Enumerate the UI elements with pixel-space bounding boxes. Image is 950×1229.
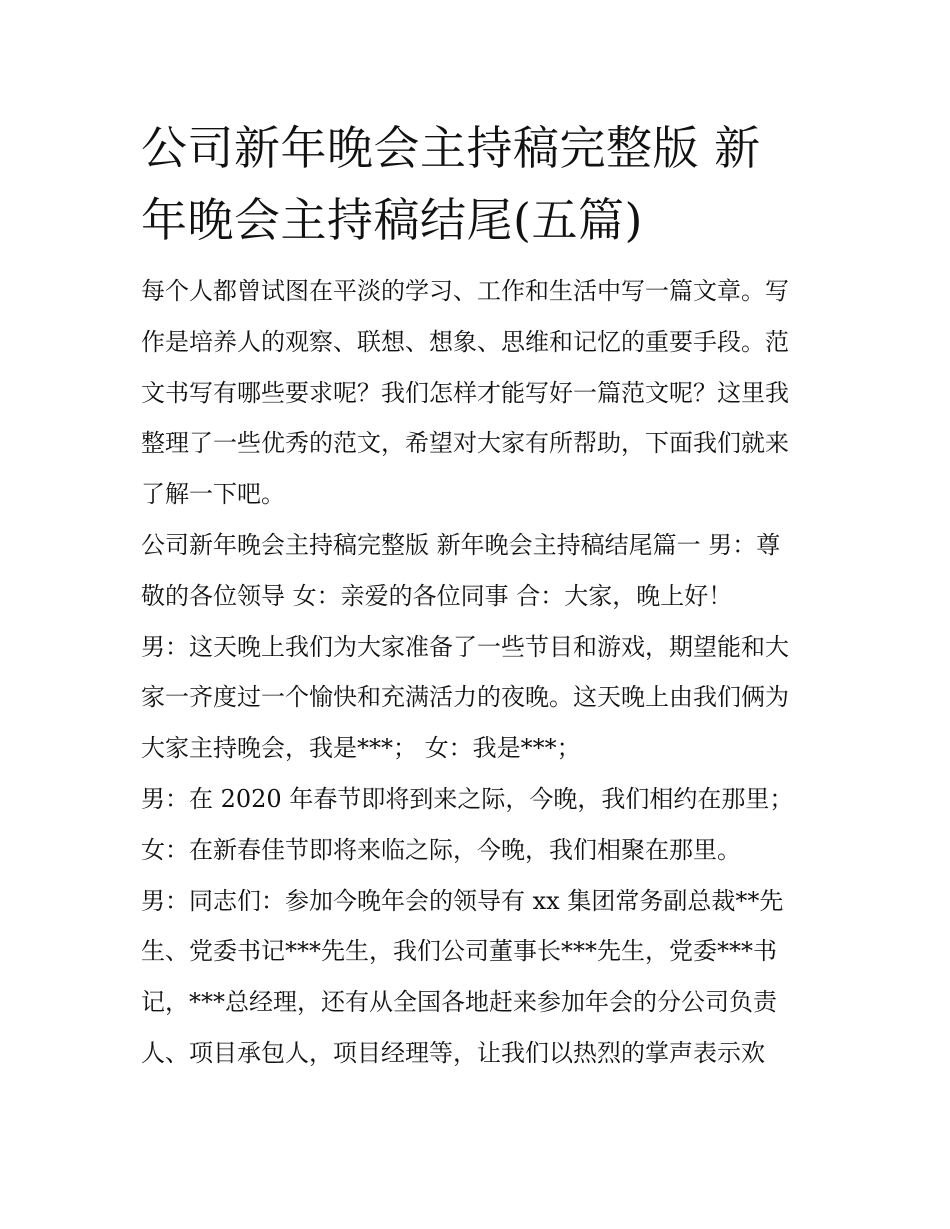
body-line: 每个人都曾试图在平淡的学习、工作和生活中写一篇文章。写 [141, 277, 789, 305]
body-line: 公司新年晚会主持稿完整版 新年晚会主持稿结尾篇一 男：尊 [141, 530, 781, 559]
body-line: 敬的各位领导 女：亲爱的各位同事 合：大家，晚上好！ [141, 581, 733, 610]
document-body [141, 266, 821, 1079]
body-line: 男：在 2020 年春节即将到来之际，今晚，我们相约在那里； [141, 784, 794, 813]
body-line: 作是培养人的观察、联想、想象、思维和记忆的重要手段。范 [141, 327, 789, 356]
body-line: 生、党委书记***先生，我们公司董事长***先生，党委***书 [141, 937, 777, 966]
title-line-2: 年晚会主持稿结尾(五篇) [141, 193, 643, 247]
document-title [141, 112, 821, 256]
body-line: 女：在新春佳节即将来临之际，今晚，我们相聚在那里。 [141, 835, 741, 864]
body-line: 整理了一些优秀的范文，希望对大家有所帮助，下面我们就来 [141, 429, 789, 458]
body-line: 记，***总经理，还有从全国各地赶来参加年会的分公司负责 [141, 988, 777, 1017]
body-line: 男：同志们：参加今晚年会的领导有 xx 集团常务副总裁**先 [141, 886, 784, 915]
body-line: 文书写有哪些要求呢？我们怎样才能写好一篇范文呢？这里我 [141, 378, 789, 407]
document-content [141, 112, 821, 1079]
body-line: 家一齐度过一个愉快和充满活力的夜晚。这天晚上由我们俩为 [141, 683, 789, 712]
body-line: 人、项目承包人，项目经理等，让我们以热烈的掌声表示欢 [141, 1038, 765, 1067]
body-line: 了解一下吧。 [141, 480, 285, 509]
body-line: 大家主持晚会，我是***； 女：我是***； [141, 734, 581, 763]
body-line: 男：这天晚上我们为大家准备了一些节目和游戏，期望能和大 [141, 632, 789, 661]
title-line-1: 公司新年晚会主持稿完整版 新 [141, 121, 761, 175]
